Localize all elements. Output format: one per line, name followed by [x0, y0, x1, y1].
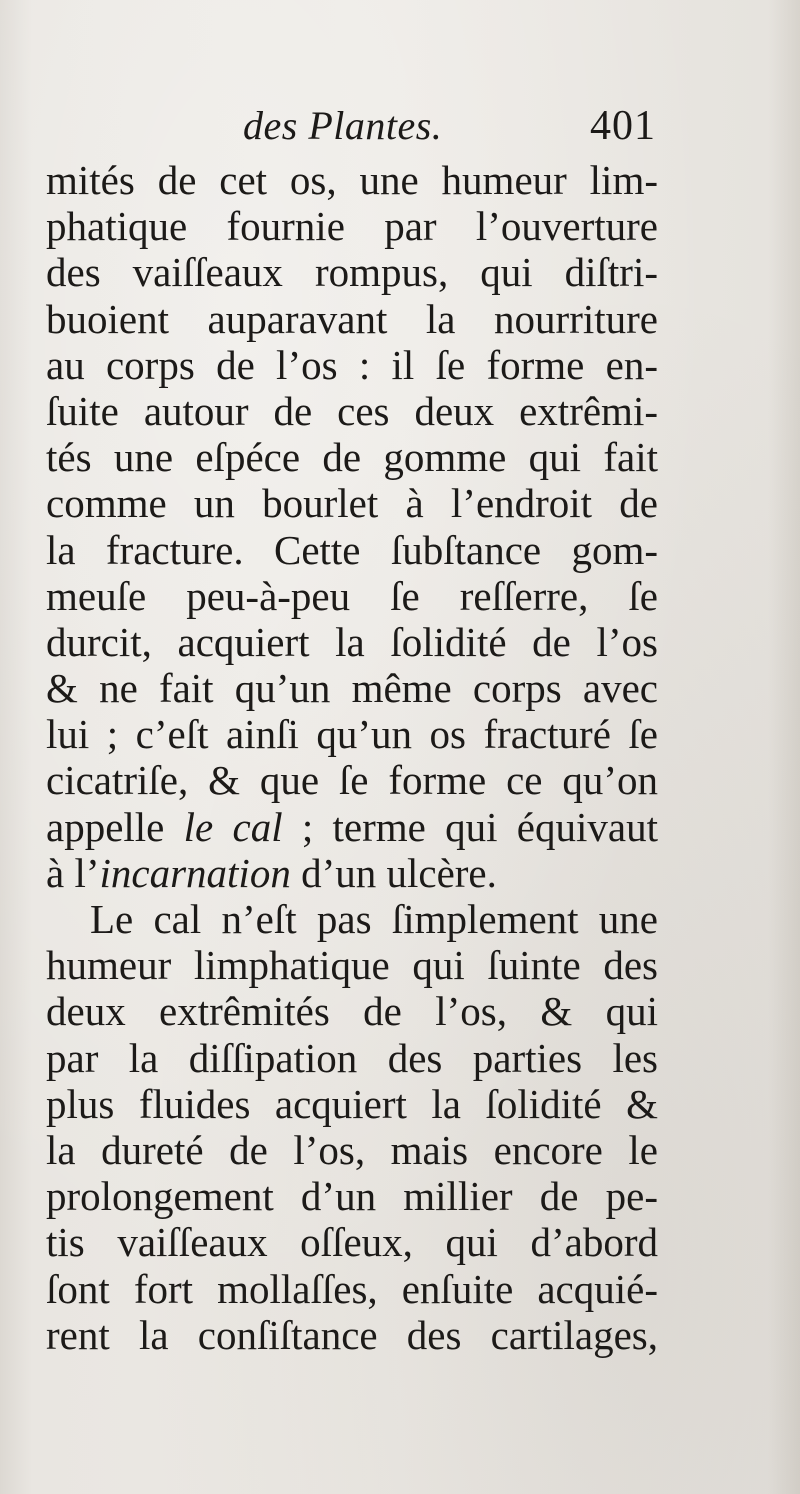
- text-line: plus fluides acquiert la ſolidité &: [46, 1080, 658, 1127]
- text-line: lui ; c’eſt ainſi qu’un os fracturé ſe: [46, 711, 658, 758]
- text-line: tés une eſpéce de gomme qui fait: [46, 434, 658, 481]
- text-line: humeur limphatique qui ſuinte des: [46, 942, 658, 989]
- text-line-with-italic: [46, 850, 658, 896]
- text-segment: appelle: [46, 803, 184, 850]
- text-line: au corps de l’os : il ſe forme en-: [46, 341, 658, 388]
- italic-term-incarnation: incarnation: [99, 849, 291, 896]
- text-line: rent la conſiſtance des cartilages,: [46, 1311, 658, 1358]
- text-line: par la diſſipation des parties les: [46, 1034, 658, 1081]
- text-segment: ; terme qui équivaut: [282, 803, 658, 850]
- text-line: buoient auparavant la nourriture: [46, 295, 658, 342]
- page-body: [46, 157, 658, 1358]
- text-segment: d’un ulcère.: [290, 849, 497, 896]
- page-header: [0, 100, 800, 160]
- text-line: prolongement d’un millier de pe-: [46, 1173, 658, 1220]
- text-line: meuſe peu-à-peu ſe reſſerre, ſe: [46, 572, 658, 619]
- text-segment: à l’: [46, 849, 100, 896]
- text-line: ſuite autour de ces deux extrêmi-: [46, 387, 658, 434]
- text-line: durcit, acquiert la ſolidité de l’os: [46, 618, 658, 665]
- italic-term-le-cal: le cal: [183, 803, 283, 850]
- text-line: cicatriſe, & que ſe forme ce qu’on: [46, 757, 658, 804]
- text-line: la dureté de l’os, mais encore le: [46, 1126, 658, 1173]
- text-line: deux extrêmités de l’os, & qui: [46, 988, 658, 1035]
- text-line: ſont fort mollaſſes, enſuite acquié-: [46, 1265, 658, 1312]
- text-line: tis vaiſſeaux oſſeux, qui d’abord: [46, 1219, 658, 1266]
- running-head: des Plantes.: [243, 103, 443, 148]
- text-line: la fracture. Cette ſubſtance gom-: [46, 526, 658, 573]
- text-line: comme un bourlet à l’endroit de: [46, 480, 658, 527]
- paragraph-first-line: Le cal n’eſt pas ſimplement une: [90, 896, 658, 942]
- page-number: 401: [590, 103, 656, 149]
- text-line-with-italic: [46, 804, 658, 850]
- text-line: mités de cet os, une humeur lim-: [46, 157, 658, 203]
- text-line: des vaiſſeaux rompus, qui diſtri-: [46, 249, 658, 296]
- text-line: phatique fournie par l’ouverture: [46, 203, 658, 250]
- text-line: & ne fait qu’un même corps avec: [46, 665, 658, 712]
